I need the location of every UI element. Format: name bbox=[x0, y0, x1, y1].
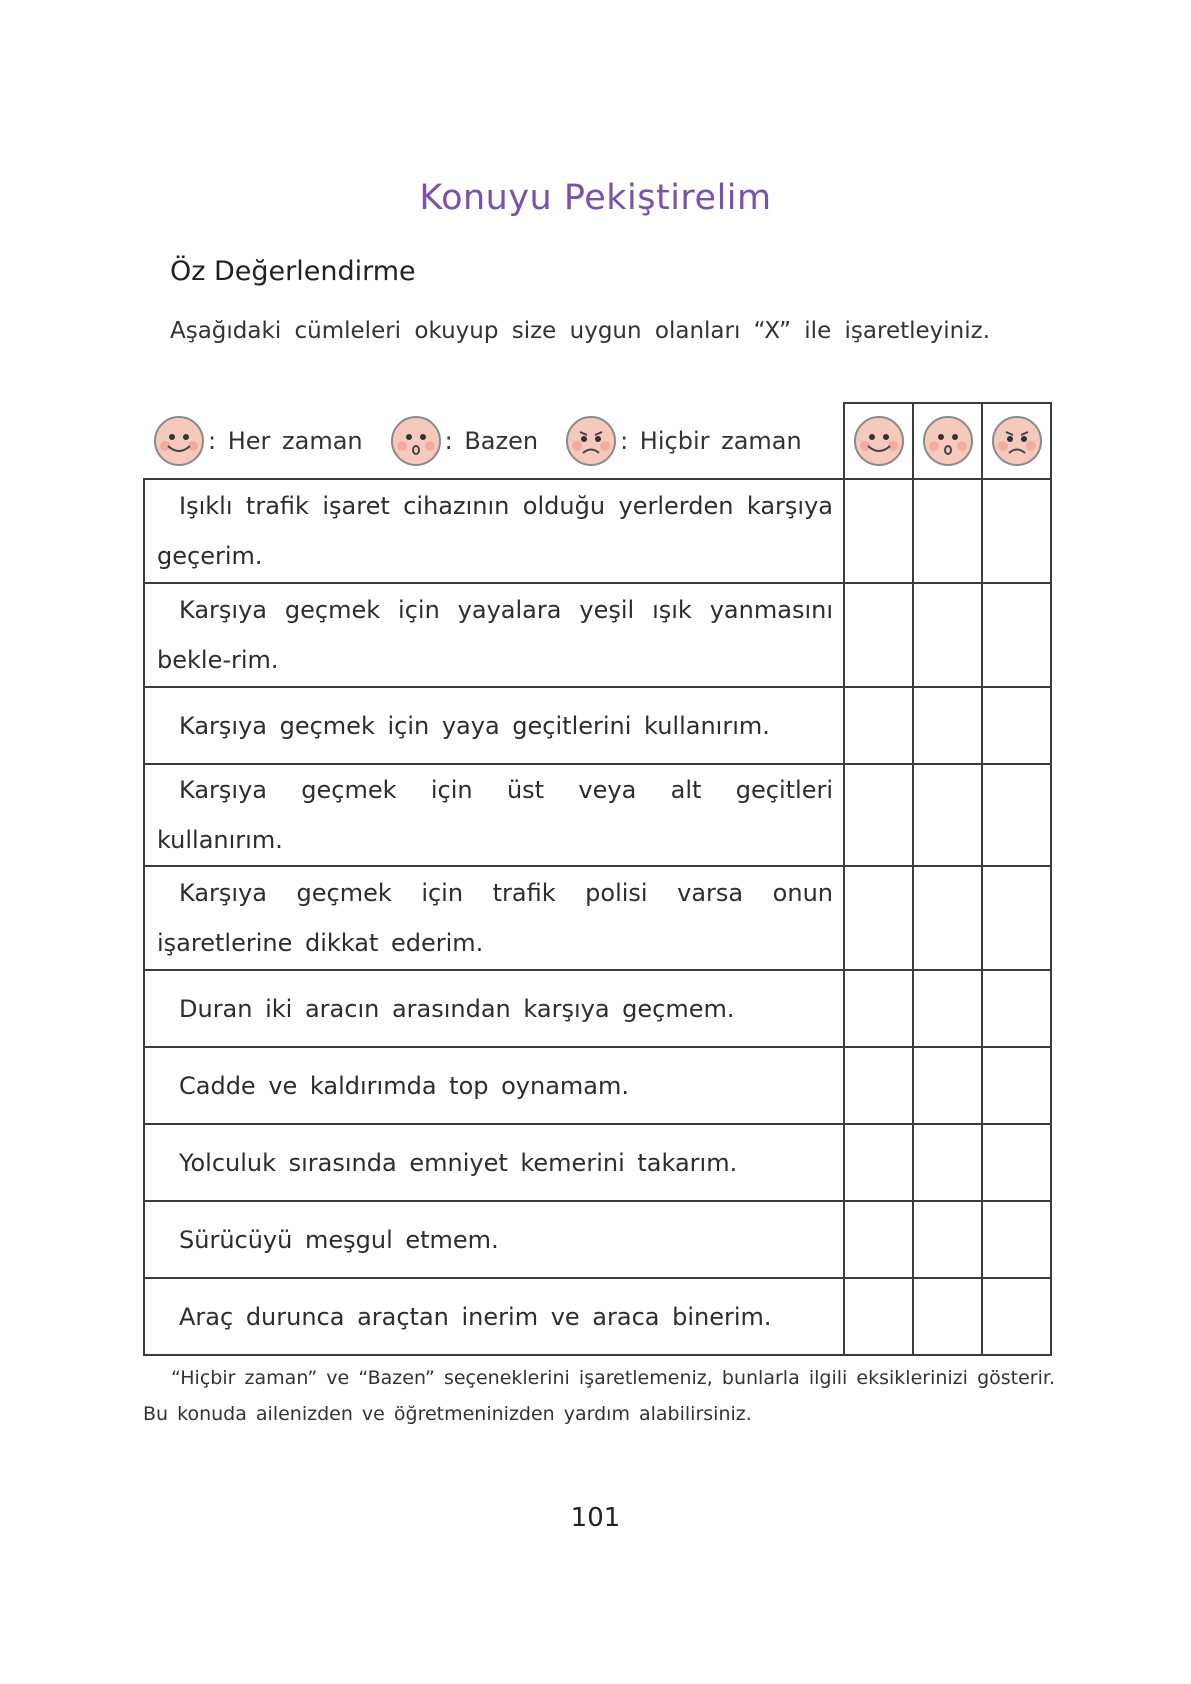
smiling-face-icon bbox=[852, 414, 906, 468]
statement-cell bbox=[144, 583, 844, 687]
sad-face-icon bbox=[990, 414, 1044, 468]
mark-cell-sometimes[interactable] bbox=[913, 479, 982, 583]
header-never bbox=[982, 403, 1051, 479]
surprised-face-icon bbox=[389, 414, 443, 468]
mark-cell-always[interactable] bbox=[844, 1278, 913, 1355]
legend-label-sometimes: : Bazen bbox=[444, 426, 539, 455]
sad-face-icon bbox=[564, 414, 618, 468]
self-assessment-table bbox=[143, 402, 1052, 1356]
header-sometimes bbox=[913, 403, 982, 479]
mark-cell-always[interactable] bbox=[844, 970, 913, 1047]
mark-cell-never[interactable] bbox=[982, 970, 1051, 1047]
table-row bbox=[144, 479, 1051, 583]
mark-cell-always[interactable] bbox=[844, 1124, 913, 1201]
table-row bbox=[144, 1278, 1051, 1355]
mark-cell-sometimes[interactable] bbox=[913, 583, 982, 687]
mark-cell-sometimes[interactable] bbox=[913, 1278, 982, 1355]
page-number: 101 bbox=[570, 1503, 621, 1533]
mark-cell-always[interactable] bbox=[844, 479, 913, 583]
legend-label-always: : Her zaman bbox=[208, 426, 363, 455]
mark-cell-sometimes[interactable] bbox=[913, 764, 982, 866]
statement-cell bbox=[144, 1047, 844, 1124]
table-row bbox=[144, 583, 1051, 687]
statement-text: Sürücüyü meşgul etmem. bbox=[179, 1225, 499, 1254]
statement-text: Karşıya geçmek için üst veya alt geçitleri kullanırım. bbox=[157, 776, 833, 854]
mark-cell-never[interactable] bbox=[982, 1124, 1051, 1201]
statement-text: Cadde ve kaldırımda top oynamam. bbox=[179, 1071, 630, 1100]
statement-cell bbox=[144, 764, 844, 866]
mark-cell-sometimes[interactable] bbox=[913, 866, 982, 970]
statement-text: Yolculuk sırasında emniyet kemerini takarım. bbox=[179, 1148, 738, 1177]
section-subtitle: Öz Değerlendirme bbox=[170, 256, 416, 287]
mark-cell-never[interactable] bbox=[982, 687, 1051, 764]
mark-cell-always[interactable] bbox=[844, 583, 913, 687]
mark-cell-always[interactable] bbox=[844, 764, 913, 866]
statement-cell bbox=[144, 970, 844, 1047]
statement-text: Karşıya geçmek için yaya geçitlerini kullanırım. bbox=[179, 711, 770, 740]
table-row bbox=[144, 1124, 1051, 1201]
surprised-face-icon bbox=[921, 414, 975, 468]
mark-cell-never[interactable] bbox=[982, 1278, 1051, 1355]
mark-cell-sometimes[interactable] bbox=[913, 1201, 982, 1278]
legend-item-sometimes bbox=[389, 414, 538, 468]
mark-cell-sometimes[interactable] bbox=[913, 1047, 982, 1124]
table-row bbox=[144, 1201, 1051, 1278]
mark-cell-sometimes[interactable] bbox=[913, 970, 982, 1047]
instruction-text: Aşağıdaki cümleleri okuyup size uygun olanları “X” ile işaretleyiniz. bbox=[170, 318, 991, 344]
mark-cell-always[interactable] bbox=[844, 1047, 913, 1124]
footnote: “Hiçbir zaman” ve “Bazen” seçeneklerini işaretlemeniz, bunlarla ilgili eksiklerinizi gösterir. Bu konuda ailenizden ve öğretmeninizden yardım alabilirsiniz. bbox=[143, 1367, 1055, 1425]
page-title: Konuyu Pekiştirelim bbox=[419, 178, 772, 218]
legend-cell bbox=[144, 403, 844, 479]
mark-cell-never[interactable] bbox=[982, 1201, 1051, 1278]
legend-item-never bbox=[564, 414, 802, 468]
mark-cell-never[interactable] bbox=[982, 1047, 1051, 1124]
smiling-face-icon bbox=[152, 414, 206, 468]
mark-cell-never[interactable] bbox=[982, 764, 1051, 866]
statement-text: Karşıya geçmek için yayalara yeşil ışık yanmasını bekle-rim. bbox=[157, 596, 833, 674]
mark-cell-always[interactable] bbox=[844, 1201, 913, 1278]
table-row bbox=[144, 970, 1051, 1047]
table-row bbox=[144, 1047, 1051, 1124]
mark-cell-always[interactable] bbox=[844, 866, 913, 970]
mark-cell-never[interactable] bbox=[982, 479, 1051, 583]
header-always bbox=[844, 403, 913, 479]
statement-text: Işıklı trafik işaret cihazının olduğu yerlerden karşıya geçerim. bbox=[157, 492, 833, 570]
legend-item-always bbox=[152, 414, 363, 468]
mark-cell-always[interactable] bbox=[844, 687, 913, 764]
legend-label-never: : Hiçbir zaman bbox=[620, 426, 802, 455]
statement-text: Duran iki aracın arasından karşıya geçmem. bbox=[179, 994, 735, 1023]
statement-text: Araç durunca araçtan inerim ve araca binerim. bbox=[179, 1302, 772, 1331]
mark-cell-sometimes[interactable] bbox=[913, 687, 982, 764]
table-row bbox=[144, 866, 1051, 970]
table-row bbox=[144, 764, 1051, 866]
statement-cell bbox=[144, 479, 844, 583]
statement-cell bbox=[144, 1278, 844, 1355]
statement-cell bbox=[144, 866, 844, 970]
statement-cell bbox=[144, 687, 844, 764]
mark-cell-never[interactable] bbox=[982, 583, 1051, 687]
statement-text: Karşıya geçmek için trafik polisi varsa onun işaretlerine dikkat ederim. bbox=[157, 879, 833, 957]
mark-cell-sometimes[interactable] bbox=[913, 1124, 982, 1201]
table-row bbox=[144, 687, 1051, 764]
statement-cell bbox=[144, 1124, 844, 1201]
mark-cell-never[interactable] bbox=[982, 866, 1051, 970]
statement-cell bbox=[144, 1201, 844, 1278]
legend bbox=[144, 404, 843, 478]
legend-row bbox=[144, 403, 1051, 479]
